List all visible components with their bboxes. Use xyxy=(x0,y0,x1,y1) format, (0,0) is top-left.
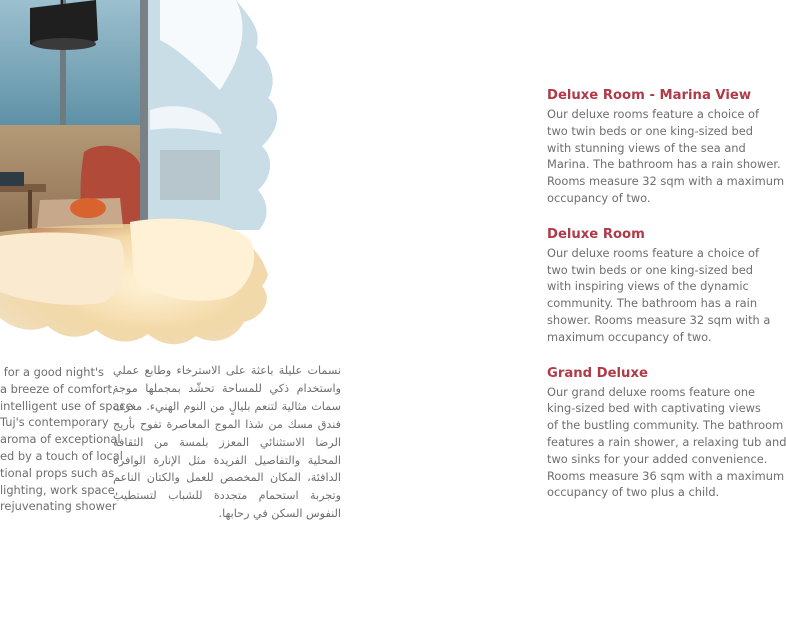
room-title: Deluxe Room - Marina View xyxy=(547,88,752,103)
text-line: Our grand deluxe rooms feature one xyxy=(547,384,756,399)
text-line: with stunning views of the sea and xyxy=(547,140,746,155)
text-line: maximum occupancy of two. xyxy=(547,329,712,344)
text-line: Tuj's contemporary xyxy=(0,415,109,430)
text-line: community. The bathroom has a rain xyxy=(547,296,758,311)
text-line: Marina. The bathroom has a rain shower. xyxy=(547,157,781,172)
room-grand-deluxe xyxy=(547,364,786,502)
text-line: king-sized bed with captivating views xyxy=(547,401,761,416)
text-line: two sinks for your added convenience. xyxy=(547,451,768,466)
text-line: with inspiring views of the dynamic xyxy=(547,279,749,294)
text-line: two twin beds or one king-sized bed xyxy=(547,123,753,138)
room-title: Deluxe Room xyxy=(547,226,645,242)
room-deluxe-marina-view xyxy=(547,86,785,207)
text-line: ed by a touch of local xyxy=(0,448,123,463)
text-line: two twin beds or one king-sized bed xyxy=(547,262,753,277)
text-line: occupancy of two. xyxy=(547,190,651,205)
text-line: a breeze of comfort, xyxy=(0,381,116,396)
text-line: occupancy of two plus a child. xyxy=(547,485,720,500)
room-deluxe xyxy=(547,225,771,346)
text-line: shower. Rooms measure 32 sqm with a xyxy=(547,312,771,327)
text-line: tional props such as xyxy=(0,465,115,480)
text-line: Our deluxe rooms feature a choice of xyxy=(547,107,759,121)
room-description xyxy=(547,245,771,346)
room-title: Grand Deluxe xyxy=(547,365,648,381)
arabic-intro-text: نسمات عليلة باعثة على الاسترخاء وطابع عملي واستخدام ذكي للمساحة تحشّد بمجملها موجة سمات مثالية لتنعم بليالٍ من النوم الهنيء. مغرف فندق مسك من شذا الموج المعاصرة تفوح بأريج الرضا الاستثنائي المعزز بلمسة من الثقافة المحلية والتفاصيل الفريدة مثل الإنارة الوافرة الدافئة، المكان المخصص للعمل والكتان الناعم وتجربة استحمام متجددة للشباب لتستطيب النفوس السكن في رحابها. xyxy=(113,364,341,521)
text-line: for a good night's xyxy=(3,365,104,379)
text-line: features a rain shower, a relaxing tub and xyxy=(547,434,786,449)
text-line: intelligent use of space. xyxy=(0,398,137,413)
text-line: of the bustling community. The bathroom xyxy=(547,418,784,433)
text-line: Our deluxe rooms feature a choice of xyxy=(547,245,759,260)
room-description xyxy=(547,106,785,207)
english-intro-text xyxy=(0,364,137,515)
text-line: rejuvenating shower xyxy=(0,499,117,514)
hotel-room-photo xyxy=(0,0,290,355)
text-line: Rooms measure 32 sqm with a maximum xyxy=(547,174,785,189)
room-list xyxy=(547,86,786,519)
text-line: Rooms measure 36 sqm with a maximum xyxy=(547,468,785,483)
text-line: aroma of exceptional xyxy=(0,432,121,447)
room-description xyxy=(547,384,786,502)
text-line: lighting, work space, xyxy=(0,482,119,497)
